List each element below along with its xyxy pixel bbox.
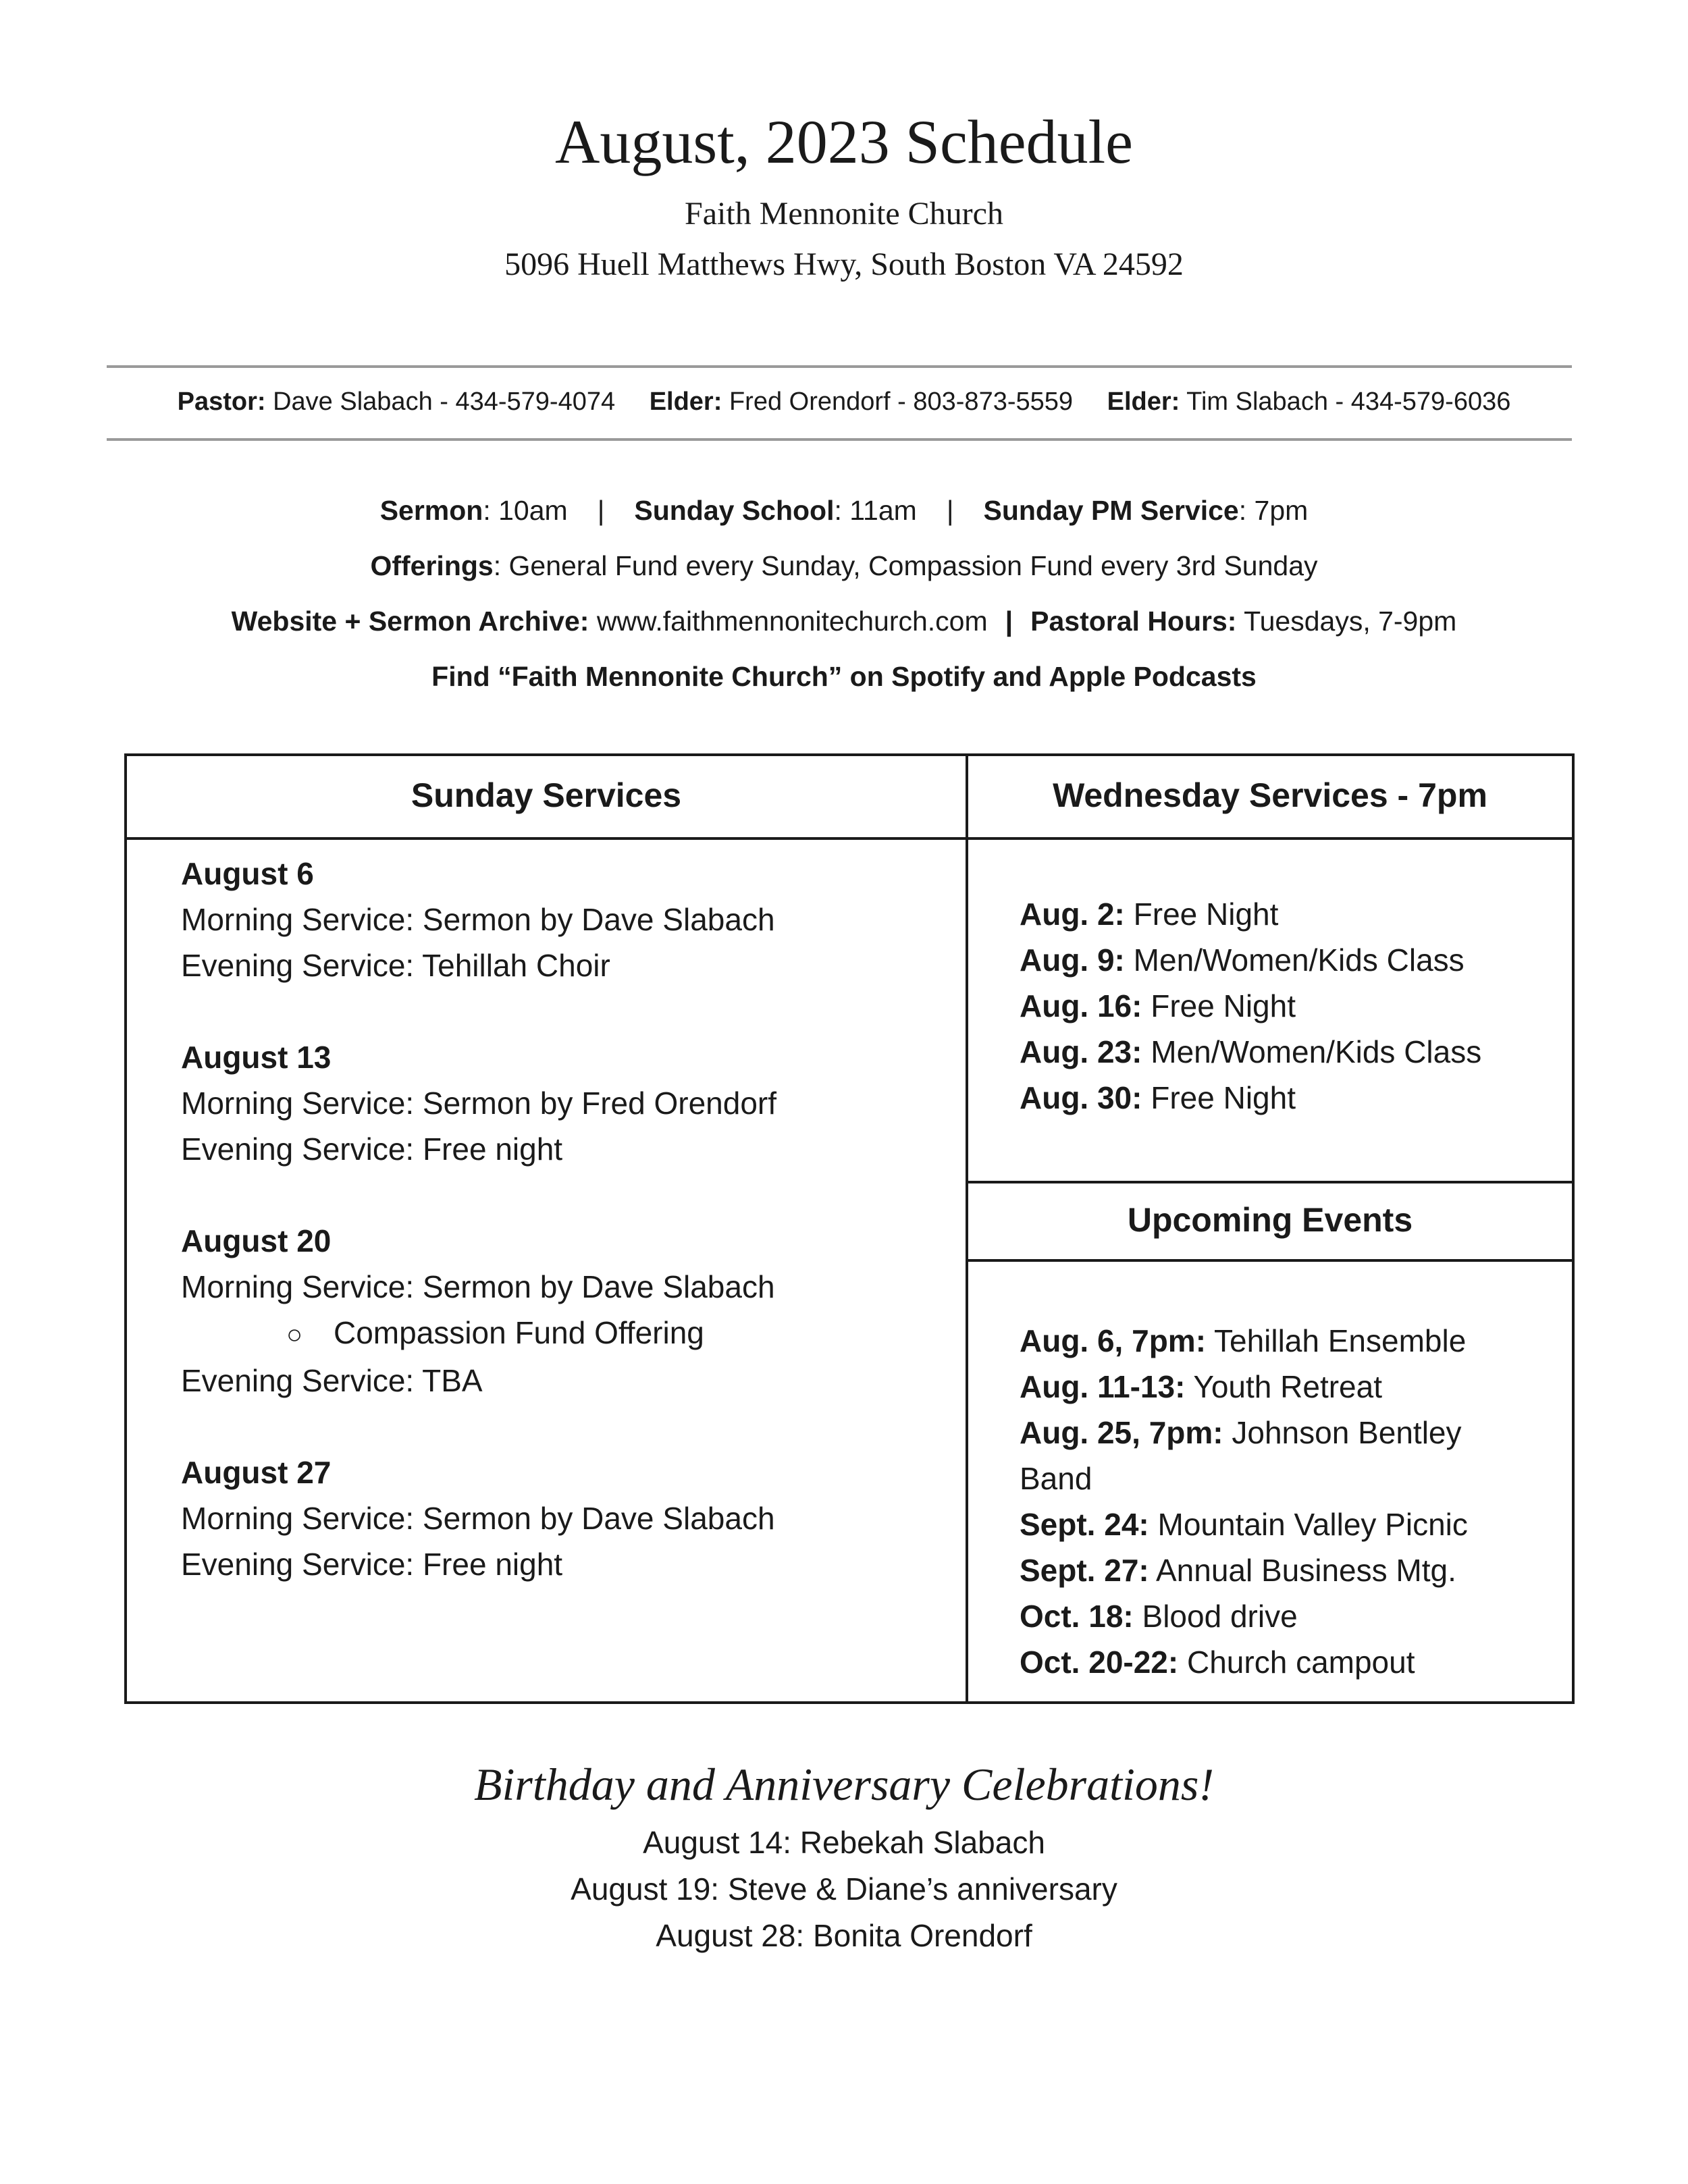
entry-date: Oct. 18: [1020, 1599, 1134, 1634]
entry-date: Aug. 11-13: [1020, 1369, 1186, 1404]
pastoral-hours-text: Tuesdays, 7-9pm [1236, 606, 1457, 637]
list-item [1020, 983, 1533, 1029]
website-url: www.faithmennonitechurch.com [589, 606, 988, 637]
entry-text: Annual Business Mtg. [1149, 1553, 1456, 1588]
evening-service: Evening Service: Free night [181, 1547, 563, 1582]
celebration-item: August 14: Rebekah Slabach [643, 1825, 1045, 1860]
sunday-date: August 13 [181, 1040, 332, 1075]
leader-detail: Fred Orendorf - 803-873-5559 [729, 388, 1074, 416]
sub-bullet-text: Compassion Fund Offering [334, 1315, 704, 1350]
upcoming-events-heading: Upcoming Events [1127, 1201, 1413, 1239]
sunday-services-heading: Sunday Services [411, 776, 682, 814]
leader-elder [1107, 383, 1511, 420]
entry-text: Free Night [1124, 897, 1279, 932]
church-address: 5096 Huell Matthews Hwy, South Boston VA 24592 [504, 246, 1184, 282]
podcast-line [0, 658, 1688, 695]
sunday-services-list [181, 851, 937, 1633]
events-top-divider [966, 1181, 1572, 1183]
morning-service: Morning Service: Sermon by Dave Slabach [181, 1501, 775, 1536]
pm-service-time: : 7pm [1238, 495, 1309, 526]
evening-service: Evening Service: TBA [181, 1363, 483, 1398]
entry-date: Aug. 6, 7pm: [1020, 1323, 1207, 1358]
entry-text: Blood drive [1133, 1599, 1298, 1634]
website-label: Website + Sermon Archive: [231, 606, 589, 637]
morning-service: Morning Service: Sermon by Dave Slabach [181, 1269, 775, 1304]
sunday-date: August 27 [181, 1455, 332, 1490]
divider-top [107, 365, 1572, 368]
list-item [1020, 1501, 1533, 1547]
celebration-item: August 19: Steve & Diane’s anniversary [571, 1871, 1117, 1907]
morning-service: Morning Service: Sermon by Dave Slabach [181, 902, 775, 937]
separator: | [597, 495, 605, 526]
wednesday-services-heading: Wednesday Services - 7pm [1053, 776, 1487, 814]
entry-text: Men/Women/Kids Class [1142, 1034, 1482, 1069]
page-title: August, 2023 Schedule [554, 107, 1134, 176]
church-name: Faith Mennonite Church [685, 196, 1003, 232]
list-item [1020, 891, 1533, 937]
entry-date: Aug. 9: [1020, 942, 1125, 978]
list-item [1020, 1639, 1533, 1685]
entry-text: Men/Women/Kids Class [1124, 942, 1465, 978]
sub-bullet-item [181, 1310, 937, 1358]
leader-role: Elder: [649, 388, 722, 416]
list-item [1020, 1410, 1533, 1501]
entry-date: Aug. 30: [1020, 1080, 1142, 1115]
sermon-label: Sermon [379, 495, 483, 526]
entry-date: Aug. 2: [1020, 897, 1125, 932]
divider-bottom [107, 438, 1572, 441]
sunday-date: August 20 [181, 1223, 332, 1258]
list-item [181, 851, 937, 988]
website-line [0, 602, 1688, 640]
circle-bullet-icon: ○ [286, 1320, 303, 1350]
wednesday-services-list [1020, 891, 1533, 1121]
leader-detail: Dave Slabach - 434-579-4074 [273, 388, 616, 416]
leader-detail: Tim Slabach - 434-579-6036 [1186, 388, 1511, 416]
leader-role: Pastor: [177, 388, 266, 416]
pm-service-label: Sunday PM Service [983, 495, 1239, 526]
service-times-line [0, 491, 1688, 529]
entry-date: Oct. 20-22: [1020, 1645, 1179, 1680]
upcoming-events-list [1020, 1318, 1533, 1685]
list-item [1020, 1547, 1533, 1593]
entry-text: Church campout [1178, 1645, 1415, 1680]
sunday-school-time: : 11am [834, 495, 917, 526]
entry-text: Free Night [1142, 988, 1296, 1023]
entry-date: Aug. 23: [1020, 1034, 1142, 1069]
podcast-text: Find “Faith Mennonite Church” on Spotify and Apple Podcasts [431, 661, 1257, 692]
leader-role: Elder: [1107, 388, 1180, 416]
sunday-date: August 6 [181, 856, 314, 891]
list-item [1020, 937, 1533, 983]
entry-text: Free Night [1142, 1080, 1296, 1115]
entry-text: Tehillah Ensemble [1206, 1323, 1467, 1358]
entry-date: Aug. 16: [1020, 988, 1142, 1023]
offerings-line [0, 547, 1688, 585]
sunday-school-label: Sunday School [634, 495, 835, 526]
leader-pastor [178, 383, 616, 420]
entry-text: Youth Retreat [1185, 1369, 1382, 1404]
separator: | [946, 495, 954, 526]
leaders-line [0, 383, 1688, 420]
table-header-divider [127, 837, 1572, 840]
list-item [1020, 1029, 1533, 1075]
list-item [181, 1034, 937, 1172]
leader-elder [650, 383, 1073, 420]
entry-text: Mountain Valley Picnic [1149, 1507, 1468, 1542]
list-item [181, 1449, 937, 1587]
schedule-table [124, 753, 1575, 1704]
entry-text: Johnson Bentley Band [1020, 1415, 1462, 1496]
celebrations-title: Birthday and Anniversary Celebrations! [473, 1759, 1215, 1810]
evening-service: Evening Service: Free night [181, 1131, 563, 1167]
entry-date: Aug. 25, 7pm: [1020, 1415, 1223, 1450]
offerings-label: Offerings [370, 550, 494, 581]
morning-service: Morning Service: Sermon by Fred Orendorf [181, 1086, 777, 1121]
list-item [181, 1218, 937, 1404]
evening-service: Evening Service: Tehillah Choir [181, 948, 610, 983]
offerings-text: : General Fund every Sunday, Compassion Fund every 3rd Sunday [493, 550, 1318, 581]
list-item [1020, 1364, 1533, 1410]
list-item [1020, 1593, 1533, 1639]
entry-date: Sept. 24: [1020, 1507, 1149, 1542]
entry-date: Sept. 27: [1020, 1553, 1149, 1588]
list-item [1020, 1318, 1533, 1364]
sermon-time: : 10am [483, 495, 568, 526]
separator: | [1005, 606, 1013, 637]
list-item [1020, 1075, 1533, 1121]
celebration-item: August 28: Bonita Orendorf [656, 1918, 1032, 1953]
pastoral-hours-label: Pastoral Hours: [1030, 606, 1237, 637]
events-header-divider [966, 1259, 1572, 1262]
